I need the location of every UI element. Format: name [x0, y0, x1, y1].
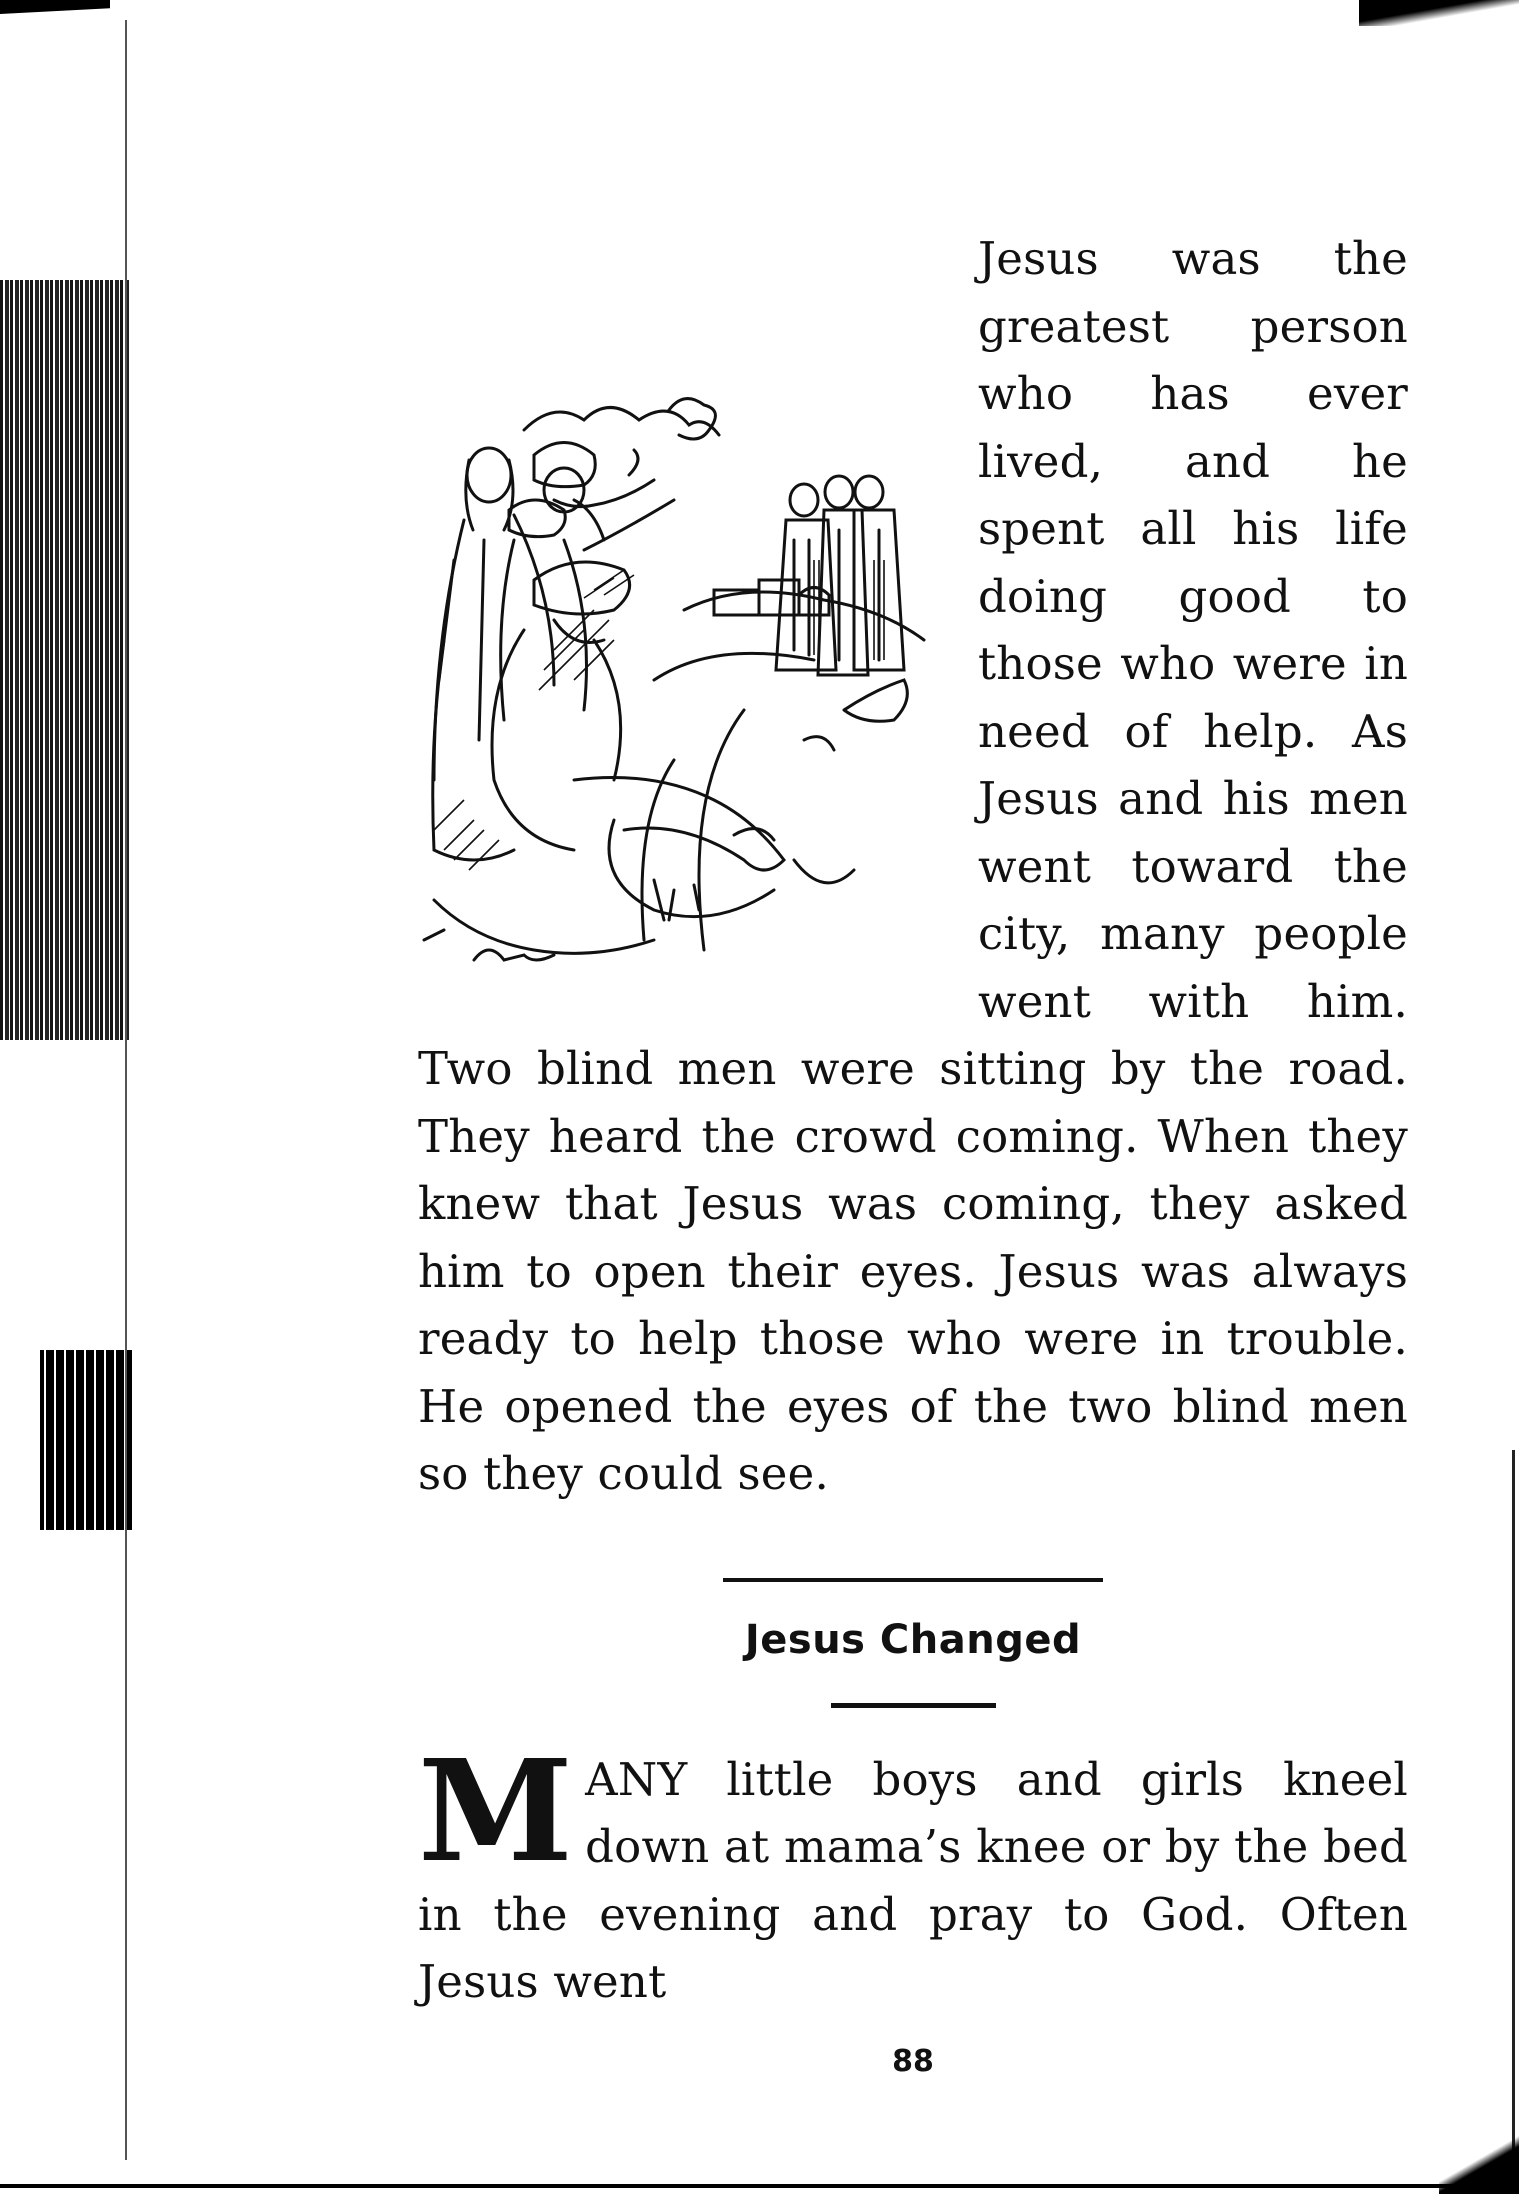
heading-underline — [831, 1703, 996, 1708]
page-number: 88 — [892, 2043, 934, 2079]
section-heading: Jesus Changed — [744, 1616, 1082, 1663]
page-bottom-edge — [0, 2184, 1519, 2188]
jesus-healing-blind-men-illustration — [414, 380, 954, 990]
paragraph-text: Jesus was the greatest person who has ever lived, and he spent all his life doing good to those who were in need of help. As Jesus and his men went toward the city, many people went with him. Two blind men were sitting by the road. They heard the crowd coming. When they knew that Jesus was coming, they asked him to open their eyes. Jesus was always ready to help those who were in trouble. He opened the eyes of the two blind men so they could see. — [418, 232, 1408, 1500]
page-content — [418, 225, 1408, 2079]
page-edge-line — [125, 20, 127, 2160]
section-paragraph — [418, 1729, 1408, 2016]
binding-shadow — [40, 1350, 132, 1530]
story-paragraph — [418, 225, 1408, 1508]
illustration-drawing — [414, 380, 954, 990]
scan-edge-artifact — [1439, 2134, 1519, 2194]
page-edge-line — [1512, 1450, 1515, 2180]
scan-edge-artifact — [0, 0, 110, 14]
section-divider — [723, 1578, 1103, 1582]
binding-shadow — [0, 280, 130, 1040]
scan-edge-artifact — [1359, 0, 1519, 26]
section-paragraph-text: ANY little boys and girls kneel down at mama’s knee or by the bed in the evening and pray to God. Often Jesus went — [418, 1752, 1408, 2008]
drop-cap: M — [418, 1729, 574, 1894]
